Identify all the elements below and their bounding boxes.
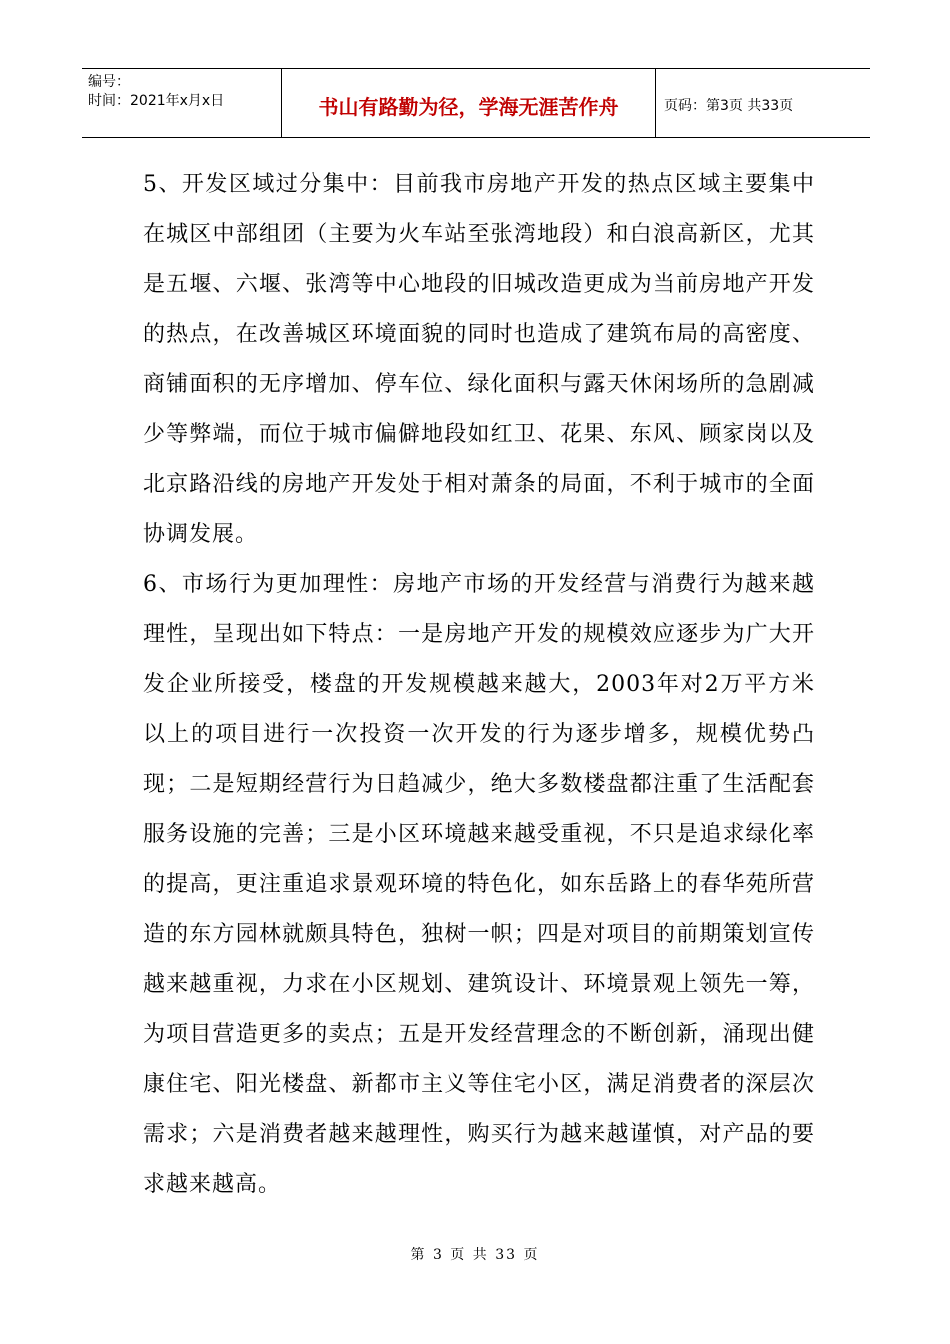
document-body bbox=[143, 160, 815, 1210]
page-footer: 第 3 页 共 33 页 bbox=[410, 1247, 540, 1263]
header-meta bbox=[82, 69, 282, 137]
document-number-label: 编号： bbox=[88, 74, 130, 90]
page-header bbox=[82, 68, 870, 138]
header-motto: 书山有路勤为径，学海无涯苦作舟 bbox=[282, 69, 656, 137]
paragraph-development-areas: 5、开发区域过分集中：目前我市房地产开发的热点区域主要集中在城区中部组团（主要为火车站至张湾地段）和白浪高新区，尤其是五堰、六堰、张湾等中心地段的旧城改造更成为当前房地产开发的热点，在改善城区环境面貌的同时也造成了建筑布局的高密度、商铺面积的无序增加、停车位、绿化面积与露天休闲场所的急剧减少等弊端，而位于城市偏僻地段如红卫、花果、东风、顾家岗以及北京路沿线的房地产开发处于相对萧条的局面，不利于城市的全面协调发展。 bbox=[143, 172, 815, 547]
paragraph-market-behavior: 6、市场行为更加理性：房地产市场的开发经营与消费行为越来越理性，呈现出如下特点：一是房地产开发的规模效应逐步为广大开发企业所接受，楼盘的开发规模越来越大，2003年对2万平方米以上的项目进行一次投资一次开发的行为逐步增多，规模优势凸现；二是短期经营行为日趋减少，绝大多数楼盘都注重了生活配套服务设施的完善；三是小区环境越来越受重视，不只是追求绿化率的提高，更注重追求景观环境的特色化，如东岳路上的春华苑所营造的东方园林就颇具特色，独树一帜；四是对项目的前期策划宣传越来越重视，力求在小区规划、建筑设计、环境景观上领先一筹，为项目营造更多的卖点；五是开发经营理念的不断创新，涌现出健康住宅、阳光楼盘、新都市主义等住宅小区，满足消费者的深层次需求；六是消费者越来越理性，购买行为越来越谨慎，对产品的要求越来越高。 bbox=[143, 572, 815, 1197]
document-time-label: 时间：2021年x月x日 bbox=[88, 93, 225, 109]
header-page-info: 页码：第3页 共33页 bbox=[664, 98, 794, 114]
